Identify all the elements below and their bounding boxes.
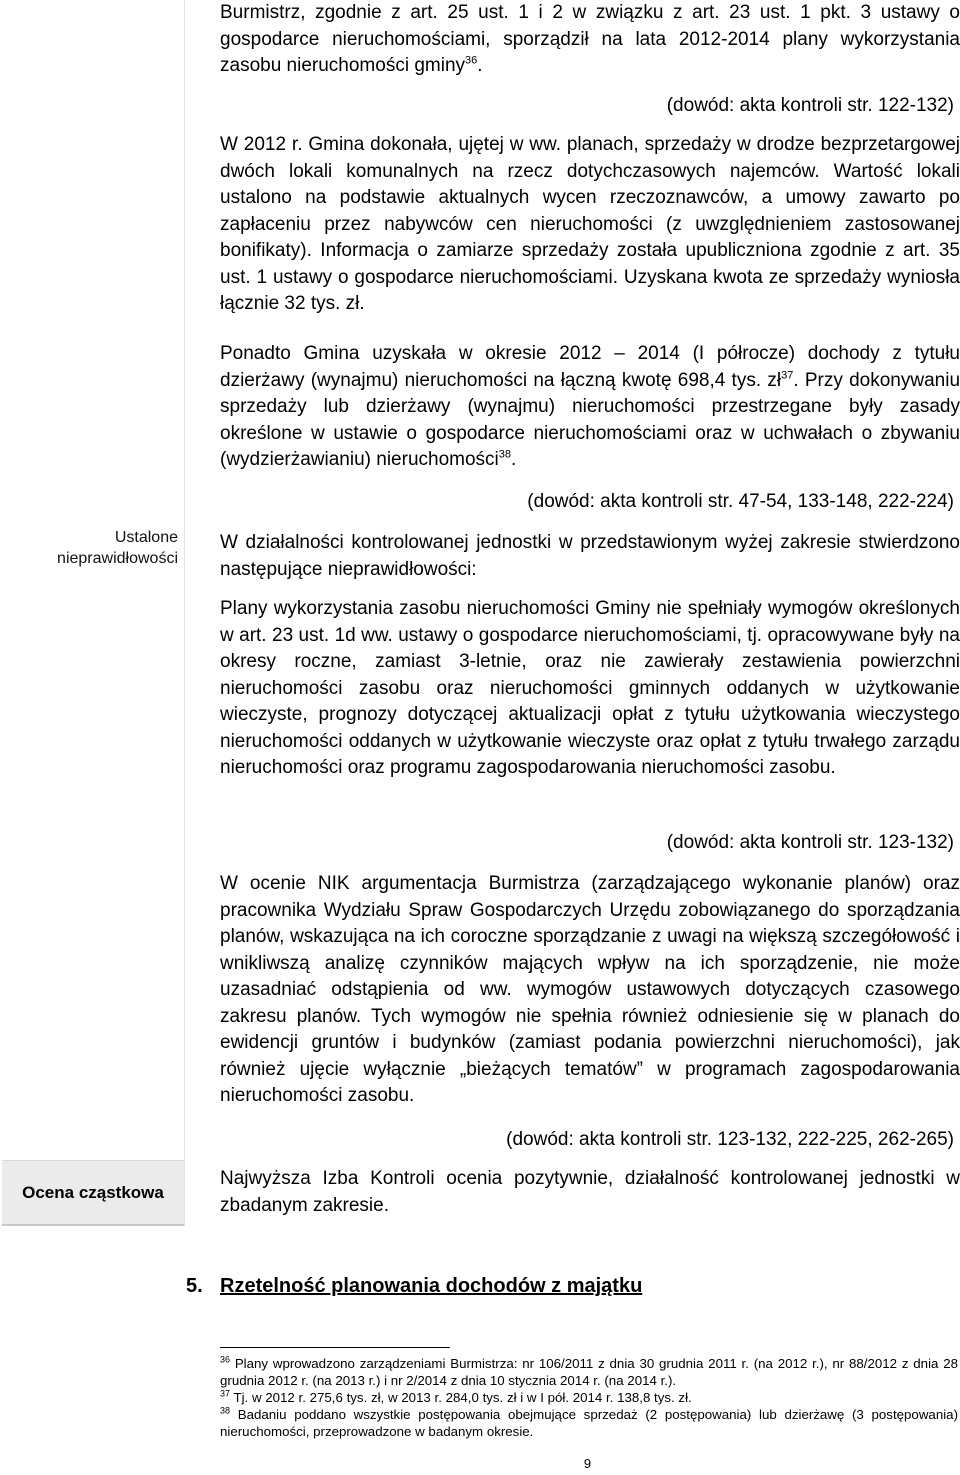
evidence-reference: (dowód: akta kontroli str. 122-132): [666, 95, 954, 116]
paragraph-irregularities-intro: W działalności kontrolowanej jednostki w przedstawionym wyżej zakresie stwierdzono następujące nieprawidłowości:: [220, 532, 960, 580]
paragraph-lease-end: .: [511, 449, 517, 470]
footnote-number: 37: [220, 1388, 231, 1399]
paragraph-plans-text: Burmistrz, zgodnie z art. 25 ust. 1 i 2 w związku z art. 23 ust. 1 pkt. 3 ustawy o gospodarce nieruchomościami, sporządził na lata 2012-2014 plany wykorzystania zasobu nieruchomości gminy: [220, 2, 960, 76]
section-title: Rzetelność planowania dochodów z majątku: [220, 1275, 643, 1297]
paragraph-lease-text-b: . Przy dokonywaniu sprzedaży lub dzierżawy (wynajmu) nieruchomości przestrzegane były zasady określone w ustawie o gospodarce nieruchomościami oraz w uchwałach o zbywaniu (wydzierżawianiu) nieruchomości: [220, 369, 960, 470]
footnote-text: Plany wprowadzono zarządzeniami Burmistrza: nr 106/2011 z dnia 30 grudnia 2011 r. (na 2012 r.), nr 88/2012 z dnia 28 grudnia 2012 r. (na 2013 r.) i nr 2/2014 z dnia 10 stycznia 2014 r. (na 2014 r.).: [220, 1356, 958, 1388]
section-heading: [186, 1272, 642, 1300]
evidence-reference: (dowód: akta kontroli str. 123-132): [666, 832, 954, 853]
footnote-ref-37: 37: [781, 369, 794, 382]
footnote-37: [220, 1389, 958, 1406]
paragraph-plans-end: .: [477, 55, 483, 76]
page-number: 9: [583, 1456, 592, 1471]
paragraph-sales: W 2012 r. Gmina dokonała, ujętej w ww. planach, sprzedaży w drodze bezprzetargowej dwóch lokali komunalnych na rzecz dotychczasowych najemców. Wartość lokali ustalono na podstawie aktualnych wycen rzeczoznawców, a umowy zawarto po zapłaceniu przez nabywców cen nieruchomości (z uwzględnieniem zastosowanej bonifikaty). Informacja o zamiarze sprzedaży została upubliczniona zgodnie z art. 35 ust. 1 ustawy o gospodarce nieruchomościami. Uzyskana kwota ze sprzedaży wyniosła łącznie 32 tys. zł.: [220, 134, 960, 314]
paragraph-lease-text-a: Ponadto Gmina uzyskała w okresie 2012 – 2014 (I półrocze) dochody z tytułu dzierżawy (wynajmu) nieruchomości na łączną kwotę 698,4 tys. zł: [220, 343, 960, 391]
footnote-separator: [220, 1347, 450, 1348]
paragraph-rating: Najwyższa Izba Kontroli ocenia pozytywnie, działalność kontrolowanej jednostki w zbadanym zakresie.: [220, 1168, 960, 1216]
footnote-number: 36: [220, 1354, 231, 1365]
paragraph-plan-deficiencies: Plany wykorzystania zasobu nieruchomości Gminy nie spełniały wymogów określonych w art. 23 ust. 1d ww. ustawy o gospodarce nieruchomościami, tj. opracowywane były na okresy roczne, zamiast 3-letnie, oraz nie zawierały zestawienia powierzchni nieruchomości zasobu oraz nieruchomości gminnych oddanych w użytkowanie wieczyste, prognozy dotyczącej aktualizacji opłat z tytułu użytkowania wieczystego nieruchomości oddanych w użytkowanie wieczyste oraz opłat z tytułu trwałego zarządu nieruchomości oraz programu zagospodarowania nieruchomości zasobu.: [220, 598, 960, 778]
margin-column: [0, 0, 184, 1226]
footnote-ref-38: 38: [498, 448, 512, 461]
evidence-reference: (dowód: akta kontroli str. 47-54, 133-148, 222-224): [527, 491, 954, 512]
evidence-reference: (dowód: akta kontroli str. 123-132, 222-225, 262-265): [506, 1129, 954, 1150]
footnote-36: [220, 1355, 958, 1389]
footnote-ref-36: 36: [465, 54, 478, 67]
column-divider: [184, 0, 185, 1226]
rating-label: Ocena cząstkowa: [2, 1160, 184, 1226]
paragraph-nik-assessment: W ocenie NIK argumentacja Burmistrza (zarządzającego wykonanie planów) oraz pracownika Wydziału Spraw Gospodarczych Urzędu zobowiązanego do sporządzania planów, wskazująca na ich coroczne sporządzanie z uwagi na większą szczegółowość i wnikliwszą analizę czynników mających wpływ na ich sporządzenie, nie może uzasadniać odstąpienia od ww. wymogów ustawowych dotyczących czasowego zakresu planów. Tych wymogów nie spełnia również odniesienie się w planach do ewidencji gruntów i budynków (zamiast podania powierzchni nieruchomości), jak również ujęcie wyłącznie „bieżących tematów” w programach zagospodarowania nieruchomości zasobu.: [220, 873, 960, 1106]
footnote-text: Badaniu poddano wszystkie postępowania obejmujące sprzedaż (2 postępowania) lub dzierżawę (3 postępowania) nieruchomości, przeprowadzone w badanym okresie.: [220, 1407, 958, 1439]
footnote-38: [220, 1406, 958, 1440]
paragraph-lease-income: [220, 341, 960, 474]
footnote-number: 38: [220, 1405, 231, 1416]
irregularities-label: Ustalone nieprawidłowości: [57, 529, 178, 567]
paragraph-plans: [220, 0, 960, 80]
section-number: 5.: [186, 1275, 203, 1297]
footnote-text: Tj. w 2012 r. 275,6 tys. zł, w 2013 r. 284,0 tys. zł i w I pół. 2014 r. 138,8 tys. zł.: [233, 1390, 692, 1405]
